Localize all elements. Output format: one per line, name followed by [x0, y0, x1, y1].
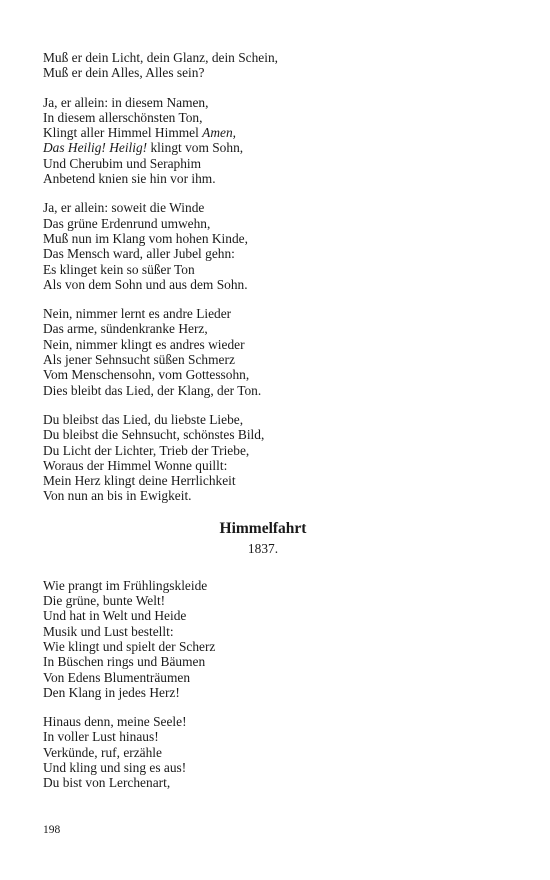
verse-segment: klingt vom Sohn, — [147, 140, 244, 156]
verse-segment: Das grüne Erdenrund umwehn, — [43, 215, 211, 231]
verse-segment: Als von dem Sohn und aus dem Sohn. — [43, 276, 248, 292]
verse-segment: Wie prangt im Frühlingskleide — [43, 577, 208, 593]
verse-line — [43, 110, 483, 125]
verse-line — [43, 277, 483, 292]
verse-line — [43, 246, 483, 261]
poem-title: Himmelfahrt — [219, 519, 307, 537]
verse-segment: Das arme, sündenkranke Herz, — [43, 321, 208, 337]
verse-segment: In diesem allerschönsten Ton, — [43, 109, 203, 125]
verse-line — [43, 65, 483, 80]
verse-segment: In voller Lust hinaus! — [43, 729, 159, 745]
stanza — [43, 200, 483, 292]
stanza — [43, 50, 483, 81]
verse-line — [43, 95, 483, 110]
verse-line — [43, 306, 483, 321]
verse-segment: Du bleibst das Lied, du liebste Liebe, — [43, 411, 244, 427]
verse-line — [43, 639, 483, 654]
verse-line — [43, 578, 483, 593]
verse-segment-italic: Das Heilig! Heilig! — [43, 140, 148, 156]
verse-line — [43, 685, 483, 700]
verse-segment: Ja, er allein: soweit die Winde — [43, 200, 205, 216]
verse-segment: Hinaus denn, meine Seele! — [43, 714, 187, 730]
verse-line — [43, 156, 483, 171]
stanza — [43, 412, 483, 504]
verse-line — [43, 200, 483, 215]
verse-segment: In Büschen rings und Bäumen — [43, 654, 206, 670]
verse-line — [43, 745, 483, 760]
second-poem — [43, 578, 483, 791]
verse-segment: Anbetend knien sie hin vor ihm. — [43, 171, 216, 187]
verse-segment: Ja, er allein: in diesem Namen, — [43, 94, 209, 110]
verse-segment: Klingt aller Himmel Himmel — [43, 125, 203, 141]
verse-segment: Woraus der Himmel Wonne quillt: — [43, 457, 228, 473]
verse-line — [43, 608, 483, 623]
verse-line — [43, 125, 483, 140]
verse-segment: Du Licht der Lichter, Trieb der Triebe, — [43, 442, 250, 458]
stanza — [43, 578, 483, 700]
verse-line — [43, 760, 483, 775]
verse-segment: Muß er dein Licht, dein Glanz, dein Schein, — [43, 50, 279, 65]
verse-segment: Nein, nimmer lernt es andre Lieder — [43, 306, 232, 322]
verse-segment: Und kling und sing es aus! — [43, 759, 187, 775]
verse-line — [43, 231, 483, 246]
verse-segment: Nein, nimmer klingt es andres wieder — [43, 336, 245, 352]
verse-segment: Als jener Sehnsucht süßen Schmerz — [43, 352, 235, 368]
verse-segment-italic: Amen, — [202, 125, 237, 141]
verse-segment: Du bist von Lerchenart, — [43, 775, 171, 791]
verse-segment: Muß nun im Klang vom hohen Kinde, — [43, 230, 248, 246]
verse-segment: Muß er dein Alles, Alles sein? — [43, 65, 205, 81]
poem-year: 1837. — [247, 540, 279, 556]
verse-line — [43, 714, 483, 729]
verse-segment: Du bleibst die Sehnsucht, schönstes Bild, — [43, 427, 265, 443]
verse-line — [43, 670, 483, 685]
verse-line — [43, 654, 483, 669]
verse-line — [43, 140, 483, 155]
stanza — [43, 95, 483, 187]
verse-segment: Mein Herz klingt deine Herrlichkeit — [43, 473, 236, 489]
verse-segment: Und hat in Welt und Heide — [43, 608, 187, 624]
page-content — [43, 50, 483, 805]
verse-line — [43, 383, 483, 398]
stanza — [43, 714, 483, 790]
verse-line — [43, 624, 483, 639]
verse-line — [43, 427, 483, 442]
verse-segment: Vom Menschensohn, vom Gottessohn, — [43, 367, 250, 383]
verse-segment: Musik und Lust bestellt: — [43, 623, 174, 639]
verse-segment: Wie klingt und spielt der Scherz — [43, 638, 216, 654]
verse-segment: Von Edens Blumenträumen — [43, 669, 191, 685]
verse-line — [43, 367, 483, 382]
verse-line — [43, 729, 483, 744]
stanza — [43, 306, 483, 398]
verse-line — [43, 321, 483, 336]
first-poem — [43, 50, 483, 504]
verse-line — [43, 262, 483, 277]
verse-line — [43, 352, 483, 367]
page-number: 198 — [43, 824, 61, 836]
verse-segment: Es klinget kein so süßer Ton — [43, 261, 195, 277]
verse-line — [43, 337, 483, 352]
verse-line — [43, 488, 483, 503]
verse-line — [43, 775, 483, 790]
verse-line — [43, 473, 483, 488]
verse-line — [43, 412, 483, 427]
verse-segment: Dies bleibt das Lied, der Klang, der Ton. — [43, 382, 262, 398]
verse-segment: Den Klang in jedes Herz! — [43, 684, 180, 700]
verse-line — [43, 171, 483, 186]
verse-line — [43, 443, 483, 458]
verse-segment: Das Mensch ward, aller Jubel gehn: — [43, 246, 235, 262]
verse-segment: Und Cherubim und Seraphim — [43, 155, 202, 171]
verse-segment: Die grüne, bunte Welt! — [43, 593, 166, 609]
verse-line — [43, 593, 483, 608]
verse-segment: Von nun an bis in Ewigkeit. — [43, 488, 192, 504]
verse-line — [43, 458, 483, 473]
verse-segment: Verkünde, ruf, erzähle — [43, 744, 162, 760]
verse-line — [43, 216, 483, 231]
verse-line — [43, 50, 483, 65]
